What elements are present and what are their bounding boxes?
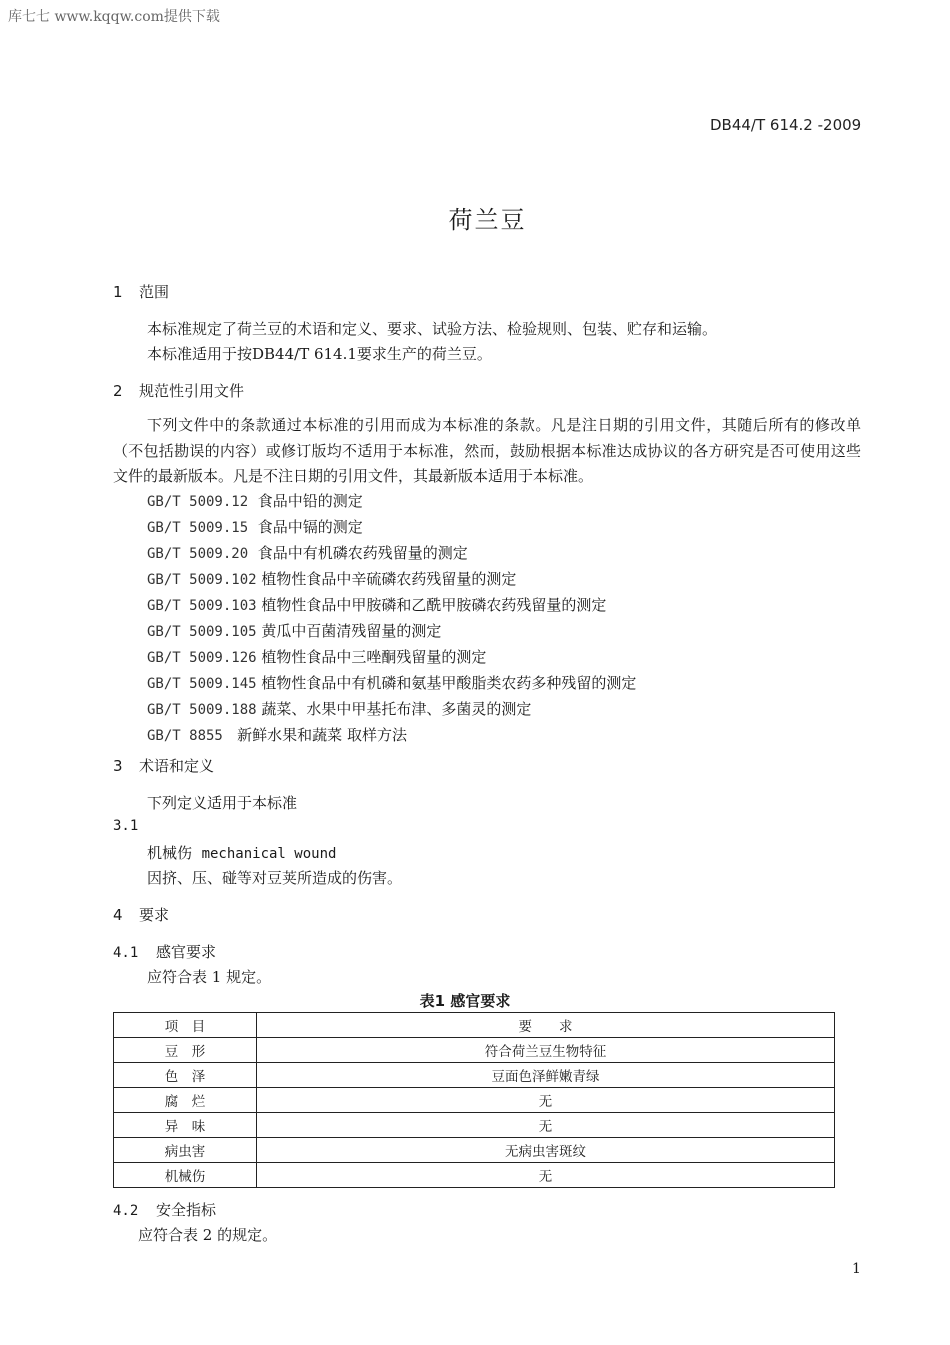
reference-title: 植物性食品中三唑酮残留量的测定 [261,648,487,666]
subsection-title: 感官要求 [156,943,217,961]
table-row [114,1088,835,1113]
reference-item [147,593,636,619]
reference-item [147,723,636,749]
subsection-number: 4.1 [113,945,139,961]
reference-code: GB/T 5009.103 [147,598,257,614]
section-number: 2 [113,382,123,400]
section-1-para-1: 本标准规定了荷兰豆的术语和定义、要求、试验方法、检验规则、包装、贮存和运输。 [147,320,718,338]
subsection-4-2-heading [113,1199,216,1220]
table-cell-item: 机械伤 [114,1163,257,1188]
table-cell-requirement: 无病虫害斑纹 [257,1138,835,1163]
section-title: 范围 [139,283,170,301]
section-number: 1 [113,283,123,301]
reference-title: 食品中有机磷农药残留量的测定 [257,544,468,562]
section-title: 规范性引用文件 [139,382,245,400]
reference-code: GB/T 5009.20 [147,546,249,562]
reference-title: 植物性食品中甲胺磷和乙酰甲胺磷农药残留量的测定 [261,596,607,614]
reference-list [147,489,636,749]
table-header-row [114,1013,835,1038]
table-cell-requirement: 豆面色泽鲜嫩青绿 [257,1063,835,1088]
section-3-heading [113,755,214,776]
reference-title: 新鲜水果和蔬菜 取样方法 [237,726,407,744]
table-header-cell: 项 目 [114,1013,257,1038]
table-row [114,1138,835,1163]
table-cell-requirement: 符合荷兰豆生物特征 [257,1038,835,1063]
reference-code: GB/T 5009.102 [147,572,257,588]
section-title: 术语和定义 [139,757,215,775]
reference-title: 蔬菜、水果中甲基托布津、多菌灵的测定 [261,700,532,718]
subsection-4-1-heading [113,941,216,962]
reference-item [147,541,636,567]
section-2-para: 下列文件中的条款通过本标准的引用而成为本标准的条款。凡是注日期的引用文件，其随后所有的修改单（不包括勘误的内容）或修订版均不适用于本标准，然而，鼓励根据本标准达成协议的各方研究是否可使用这些文件的最新版本。凡是不注日期的引用文件，其最新版本适用于本标准。 [113,416,861,485]
reference-code: GB/T 5009.12 [147,494,249,510]
subsection-title: 安全指标 [156,1201,217,1219]
section-number: 3 [113,757,123,775]
reference-title: 黄瓜中百菌清残留量的测定 [261,622,442,640]
reference-item [147,489,636,515]
section-title: 要求 [139,906,170,924]
sensory-requirements-table [113,1012,835,1188]
term-english: mechanical wound [201,846,337,862]
table-cell-requirement: 无 [257,1113,835,1138]
section-3-para: 下列定义适用于本标准 [147,794,298,812]
reference-item [147,619,636,645]
table-header-cell: 要 求 [257,1013,835,1038]
section-4-heading [113,904,169,925]
reference-code: GB/T 8855 [147,728,223,744]
reference-title: 植物性食品中有机磷和氨基甲酸脂类农药多种残留的测定 [261,674,637,692]
subsection-4-2-text: 应符合表 2 的规定。 [138,1226,278,1244]
table-cell-item: 豆 形 [114,1038,257,1063]
table-cell-item: 色 泽 [114,1063,257,1088]
reference-code: GB/T 5009.105 [147,624,257,640]
reference-item [147,567,636,593]
subsection-number: 4.2 [113,1203,139,1219]
reference-title: 食品中镉的测定 [257,518,363,536]
reference-item [147,645,636,671]
table-1-caption: 表1 感官要求 [419,992,511,1010]
reference-code: GB/T 5009.188 [147,702,257,718]
section-1-para-2: 本标准适用于按DB44/T 614.1要求生产的荷兰豆。 [147,345,492,363]
reference-title: 食品中铅的测定 [257,492,363,510]
reference-item [147,515,636,541]
reference-item [147,697,636,723]
section-number: 4 [113,906,123,924]
reference-code: GB/T 5009.15 [147,520,249,536]
term [147,842,336,863]
table-cell-requirement: 无 [257,1163,835,1188]
table-cell-item: 病虫害 [114,1138,257,1163]
table-row [114,1038,835,1063]
term-chinese: 机械伤 [147,844,193,862]
reference-code: GB/T 5009.126 [147,650,257,666]
watermark: 库七七 www.kqqw.com提供下载 [8,9,220,25]
page-number: 1 [852,1261,861,1277]
table-cell-item: 腐 烂 [114,1088,257,1113]
table-cell-requirement: 无 [257,1088,835,1113]
table-row [114,1163,835,1188]
table-cell-item: 异 味 [114,1113,257,1138]
subsection-4-1-text: 应符合表 1 规定。 [147,968,272,986]
reference-title: 植物性食品中辛硫磷农药残留量的测定 [261,570,517,588]
reference-code: GB/T 5009.145 [147,676,257,692]
section-2-heading [113,380,244,401]
standard-number: DB44/T 614.2 -2009 [710,116,862,134]
table-row [114,1113,835,1138]
table-row [114,1063,835,1088]
document-title: 荷兰豆 [448,206,527,234]
reference-item [147,671,636,697]
section-1-heading [113,281,169,302]
term-definition: 因挤、压、碰等对豆荚所造成的伤害。 [147,869,403,887]
subsection-3-1-number: 3.1 [113,818,139,834]
